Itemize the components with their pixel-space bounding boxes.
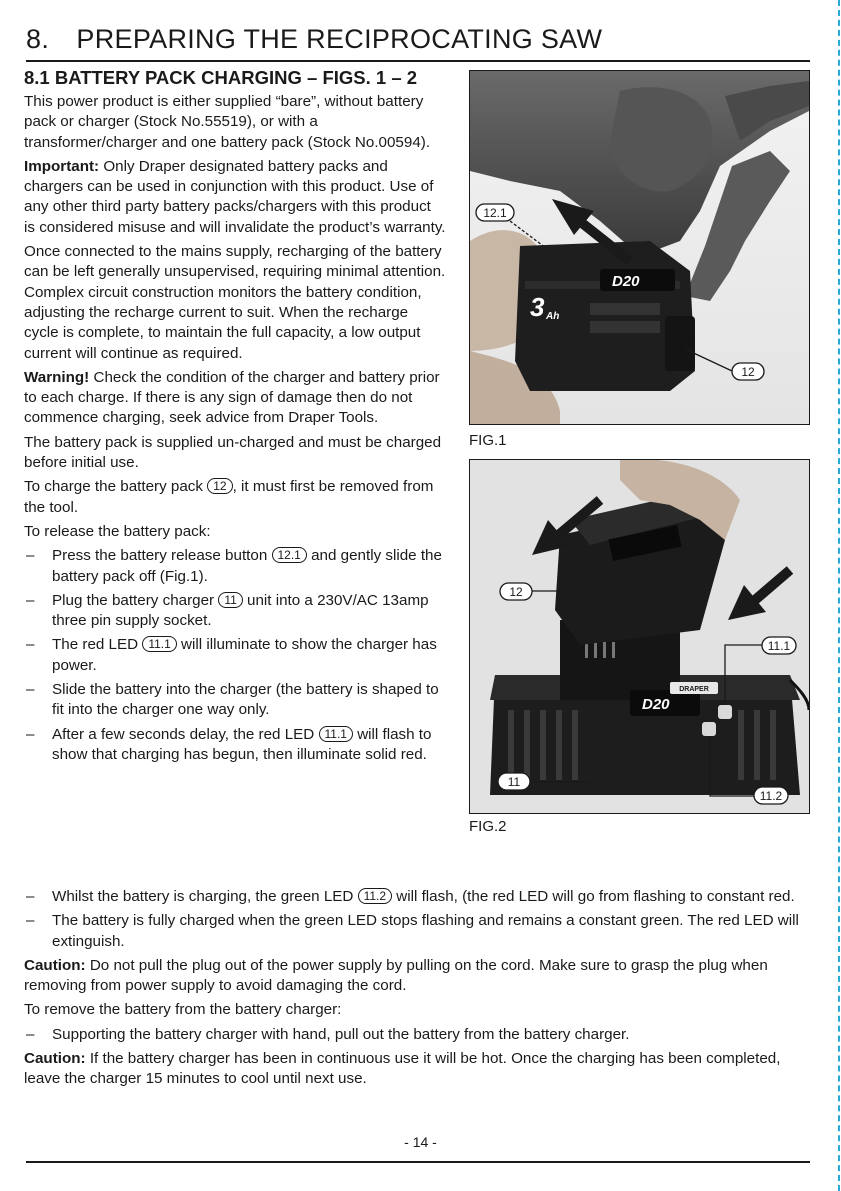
battery-capacity-unit: Ah xyxy=(546,311,560,322)
callout-12: 12 xyxy=(207,478,232,494)
bullet-text-pre: After a few seconds delay, the red LED xyxy=(52,725,319,743)
green-led-indicator xyxy=(702,722,716,736)
bullet-text: The battery is fully charged when the green LED stops flashing and remains a constant green. The red LED will extinguish. xyxy=(52,912,799,950)
caution-label: Caution: xyxy=(24,1050,86,1068)
bullet-text-pre: The red LED xyxy=(52,636,143,654)
red-led-indicator xyxy=(718,705,732,719)
connected-paragraph: Once connected to the mains supply, recharging of the battery can be left generally unsupervised, requiring minimal attention. Complex circuit construction monitors the battery condition, adjusting the recharge current to suit. When the recharge cycle is complete, to maintain the full capacity, a low output current will continue as required. xyxy=(24,243,446,362)
bullet-dash: – xyxy=(26,547,35,565)
supplied-paragraph: The battery pack is supplied un-charged and must be charged before initial use. xyxy=(24,433,442,472)
bullet-text: Supporting the battery charger with hand, pull out the battery from the battery charger. xyxy=(52,1025,630,1043)
bullet-text: Slide the battery into the charger (the battery is shaped to fit into the charger one way only. xyxy=(52,681,439,719)
bullet-dash: – xyxy=(26,888,35,905)
warning-label: Warning! xyxy=(24,368,90,386)
charge-text-pre: To charge the battery pack xyxy=(24,478,208,496)
bullet-text-post: will flash, (the red LED will go from flashing to constant red. xyxy=(392,888,795,905)
bullet-text-post: will illuminate to show the charger has power. xyxy=(52,636,437,674)
battery-capacity: 3 xyxy=(530,292,545,322)
caution-text: If the battery charger has been in continuous use it will be hot. Once the charging has been completed, leave the charger 15 minutes to cool until next use. xyxy=(24,1050,781,1088)
figure-1-caption: FIG.1 xyxy=(469,432,507,449)
figure-callout-label: 12 xyxy=(741,365,755,379)
intro-paragraph: This power product is either supplied “bare”, without battery pack or charger (Stock No.55519), or with a transformer/charger and one battery pack (Stock No.00594). xyxy=(24,93,431,151)
bullet-text-post: will flash to show that charging has begun, then illuminate solid red. xyxy=(52,725,432,763)
bullet-text-pre: Plug the battery charger xyxy=(52,591,219,609)
callout-11-2: 11.2 xyxy=(358,888,392,904)
footer-rule xyxy=(26,1161,810,1163)
list-item xyxy=(24,911,810,952)
important-paragraph xyxy=(24,157,446,238)
warning-text: Check the condition of the charger and battery prior to each charge. If there is any sign of damage then do not commence charging, seek advice from Draper Tools. xyxy=(24,368,440,427)
battery-release-button xyxy=(665,316,695,371)
list-item xyxy=(24,680,446,721)
bullet-dash: – xyxy=(26,1025,35,1043)
battery-brand-mark: D20 xyxy=(612,273,640,290)
bullet-dash: – xyxy=(26,725,35,743)
bullet-dash: – xyxy=(26,591,35,609)
bullet-dash: – xyxy=(26,912,35,930)
release-intro: To release the battery pack: xyxy=(24,522,211,540)
bullet-dash: – xyxy=(26,681,35,699)
charger-brand-mark: D20 xyxy=(642,696,670,713)
figure-callout-label: 12.1 xyxy=(483,206,507,220)
bullet-text-post: and gently slide the battery pack off (Fig.1). xyxy=(52,547,442,585)
bullet-dash: – xyxy=(26,636,35,654)
figure-callout-label: 11.1 xyxy=(767,639,791,653)
title-rule xyxy=(26,60,810,62)
important-text: Only Draper designated battery packs and chargers can be used in conjunction with this product. Use of any other third party battery packs/chargers with this product is considered misuse and will invalidate the product’s warranty. xyxy=(24,157,446,236)
charge-text-post: , it must first be removed from the tool. xyxy=(24,478,434,516)
caution-paragraph xyxy=(24,956,810,997)
cut-line xyxy=(838,0,840,1191)
callout-12-1: 12.1 xyxy=(272,547,307,563)
left-column xyxy=(24,66,446,769)
callout-11: 11 xyxy=(218,592,242,608)
figure-2-illustration xyxy=(470,460,809,813)
remove-intro: To remove the battery from the battery charger: xyxy=(24,1001,342,1019)
list-item xyxy=(24,635,446,676)
caution-paragraph xyxy=(24,1049,810,1090)
figure-2-photo xyxy=(469,459,810,814)
bullet-text-pre: Press the battery release button xyxy=(52,547,272,565)
list-item xyxy=(24,1025,810,1045)
important-label: Important: xyxy=(24,157,100,175)
list-item xyxy=(24,591,446,632)
caution-label: Caution: xyxy=(24,956,86,974)
warning-paragraph xyxy=(24,368,446,429)
list-item xyxy=(24,887,810,907)
figure-1-photo xyxy=(469,70,810,425)
figure-callout-label: 11.2 xyxy=(759,789,783,803)
list-item xyxy=(24,546,446,587)
bullet-text-pre: Whilst the battery is charging, the green LED xyxy=(52,888,358,905)
figure-callout-label: 11 xyxy=(507,775,521,789)
page-number: - 14 - xyxy=(404,1134,437,1150)
figure-1-illustration xyxy=(470,71,809,424)
figure-callout-label: 12 xyxy=(509,585,523,599)
caution-text: Do not pull the plug out of the power supply by pulling on the cord. Make sure to grasp the plug when removing from power supply to avoid damaging the cord. xyxy=(24,956,768,995)
page-title: 8. PREPARING THE RECIPROCATING SAW xyxy=(26,24,603,54)
battery-pack xyxy=(515,241,695,391)
charge-paragraph xyxy=(24,477,446,518)
figure-2-caption: FIG.2 xyxy=(469,818,507,835)
callout-11-1: 11.1 xyxy=(142,636,176,652)
section-heading: 8.1 BATTERY PACK CHARGING – FIGS. 1 – 2 xyxy=(24,67,418,88)
bullet-text-post: unit into a 230V/AC 13amp three pin supply socket. xyxy=(52,591,429,630)
draper-logo-text: DRAPER xyxy=(679,686,709,693)
callout-11-1: 11.1 xyxy=(319,726,353,742)
full-width-column xyxy=(24,887,810,1094)
list-item xyxy=(24,725,446,766)
